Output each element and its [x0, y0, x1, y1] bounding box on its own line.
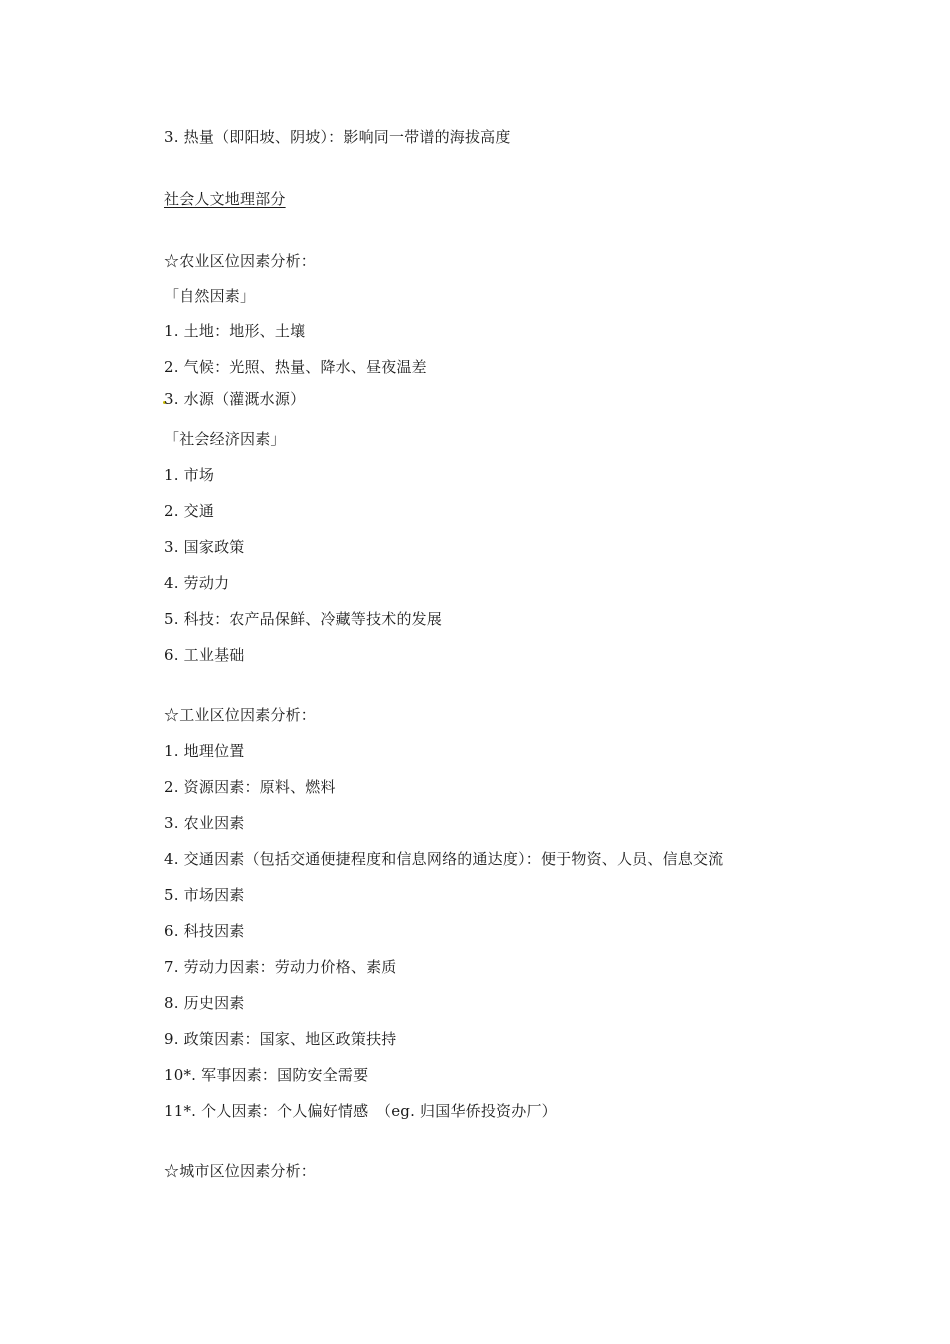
- list-item-transport-factor: 4. 交通因素（包括交通便捷程度和信息网络的通达度）：便于物资、人员、信息交流: [164, 850, 724, 868]
- list-item-agriculture: 3. 农业因素: [164, 814, 245, 832]
- list-item-technology: 5. 科技：农产品保鲜、冷藏等技术的发展: [164, 610, 443, 628]
- list-item-land: 1. 土地：地形、土壤: [164, 322, 306, 340]
- list-item-labor-factor: 7. 劳动力因素：劳动力价格、素质: [164, 958, 397, 976]
- heading-industry-factors: ☆工业区位因素分析：: [164, 706, 317, 724]
- list-item-labor: 4. 劳动力: [164, 574, 230, 592]
- list-item-market-factor: 5. 市场因素: [164, 886, 245, 904]
- heading-agriculture-factors: ☆农业区位因素分析：: [164, 252, 317, 270]
- list-item-tech-factor: 6. 科技因素: [164, 922, 245, 940]
- text-line-heat: 3. 热量（即阳坡、阴坡）：影响同一带谱的海拔高度: [164, 128, 511, 146]
- list-item-location: 1. 地理位置: [164, 742, 245, 760]
- list-item-policy-factor: 9. 政策因素：国家、地区政策扶持: [164, 1030, 397, 1048]
- list-item-resources: 2. 资源因素：原料、燃料: [164, 778, 336, 796]
- list-item-market: 1. 市场: [164, 466, 215, 484]
- list-item-policy: 3. 国家政策: [164, 538, 245, 556]
- heading-city-factors: ☆城市区位因素分析：: [164, 1162, 317, 1180]
- list-item-industrial-base: 6. 工业基础: [164, 646, 245, 664]
- list-item-personal-factor: 11*. 个人因素：个人偏好情感 （eg. 归国华侨投资办厂）: [164, 1102, 557, 1120]
- section-heading-human-geography: 社会人文地理部分: [164, 190, 286, 208]
- subheading-socioeconomic-factors: 「社会经济因素」: [164, 430, 286, 448]
- list-item-history-factor: 8. 历史因素: [164, 994, 245, 1012]
- list-item-transport: 2. 交通: [164, 502, 215, 520]
- list-item-military-factor: 10*. 军事因素：国防安全需要: [164, 1066, 369, 1084]
- subheading-natural-factors: 「自然因素」: [164, 287, 256, 305]
- list-item-water: 3. 水源（灌溉水源）: [164, 390, 306, 408]
- list-item-climate: 2. 气候：光照、热量、降水、昼夜温差: [164, 358, 427, 376]
